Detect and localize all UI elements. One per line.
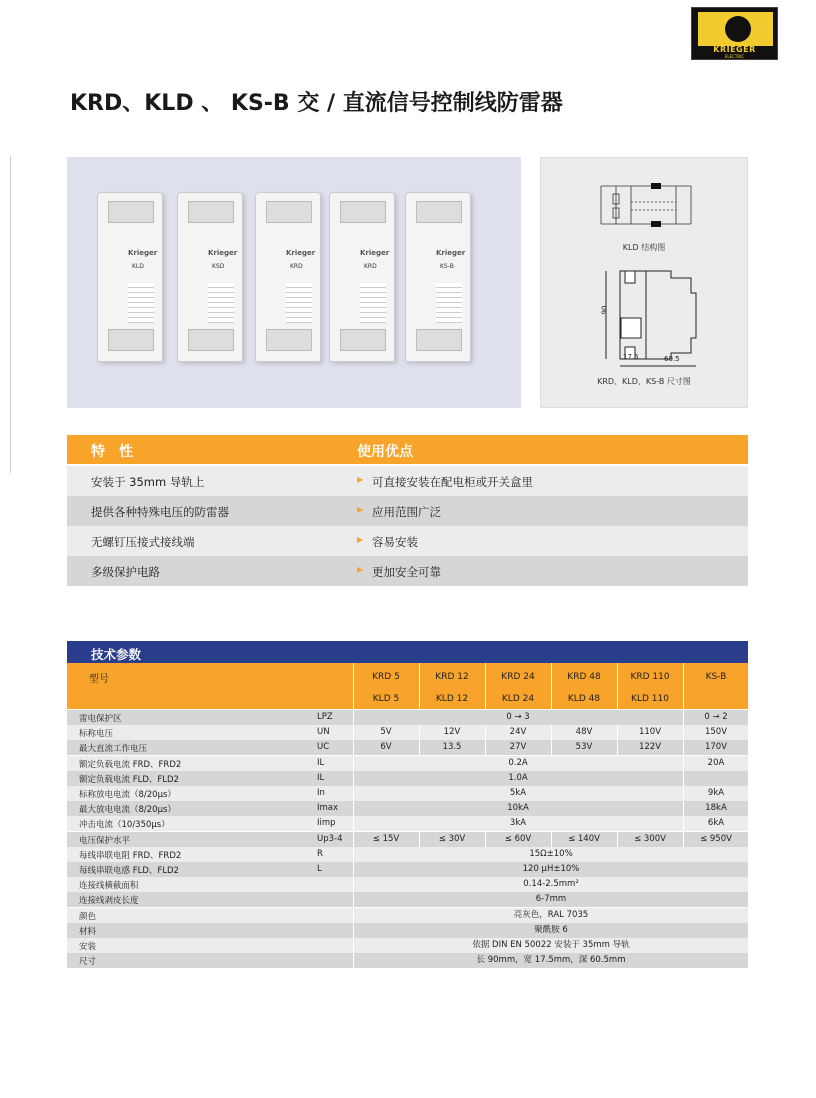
spec-row <box>67 832 748 847</box>
spec-name: 电压保护水平 <box>79 835 131 846</box>
spec-value: 依据 DIN EN 50022 安装于 35mm 导轨 <box>472 940 630 950</box>
spec-value: 5kA <box>509 788 527 798</box>
model-name: KLD 24 <box>501 694 535 704</box>
bullet-arrow-icon: ▶ <box>357 475 364 484</box>
model-name: KLD 48 <box>567 694 601 704</box>
logo-mark <box>698 12 773 46</box>
spec-value: 9kA <box>707 788 725 798</box>
device-brand: Krieger <box>286 249 316 257</box>
model-name: KRD 12 <box>435 672 469 682</box>
terminal-screws <box>188 329 234 351</box>
spec-row <box>67 725 748 740</box>
spec-symbol: R <box>317 848 323 859</box>
spec-name: 连接线剥皮长度 <box>79 896 139 907</box>
spec-row <box>67 892 748 907</box>
margin-line <box>10 155 11 473</box>
feature-row <box>67 556 748 586</box>
model-name: KLD 5 <box>372 694 400 704</box>
spec-row <box>67 816 748 831</box>
spec-value: 3kA <box>509 818 527 829</box>
features-header-left: 特 性 <box>91 444 133 460</box>
spec-value: 聚酰胺 6 <box>534 924 568 935</box>
terminal-screws <box>266 201 312 223</box>
spec-row <box>67 877 748 892</box>
feature-text: 多级保护电路 <box>91 565 160 579</box>
spec-symbol: UN <box>317 727 330 738</box>
spec-value: 110V <box>638 727 662 738</box>
spec-name: 每线串联电阻 FRD、FRD2 <box>79 850 182 861</box>
spec-row <box>67 801 748 816</box>
dim-depth-label: 60.5 <box>664 355 680 363</box>
spec-value: 0 → 2 <box>704 712 728 722</box>
spec-name: 连接线横截面积 <box>79 881 139 892</box>
spec-row <box>67 862 748 877</box>
dim-width-label: 17.5 <box>623 353 639 361</box>
device-brand: Krieger <box>208 249 238 257</box>
spec-value: 20A <box>707 757 725 768</box>
dim-height-label: 90 <box>600 305 609 315</box>
model-name: KRD 24 <box>501 672 535 682</box>
bullet-arrow-icon: ▶ <box>357 535 364 544</box>
spec-row <box>67 953 748 968</box>
device-model: KRD <box>364 263 377 270</box>
spec-name: 雷电保护区 <box>79 714 122 724</box>
spec-value: 6V <box>380 742 392 753</box>
spec-value: 150V <box>704 727 728 738</box>
logo-text: KRIEGER <box>713 45 756 54</box>
device-spec-label <box>286 283 312 323</box>
page-title: KRD、KLD 、 KS-B 交 / 直流信号控制线防雷器 <box>70 91 563 116</box>
spec-row <box>67 771 748 786</box>
column-divider <box>683 663 684 709</box>
spec-name: 尺寸 <box>79 957 97 968</box>
terminal-screws <box>340 329 386 351</box>
spec-value: 10kA <box>507 803 529 814</box>
terminal-screws <box>188 201 234 223</box>
spec-symbol: Up3-4 <box>317 833 343 844</box>
terminal-screws <box>266 329 312 351</box>
terminal-screws <box>340 201 386 223</box>
spec-value: 120 μH±10% <box>522 864 580 874</box>
benefit-text: 容易安装 <box>372 535 418 549</box>
spec-value: 6-7mm <box>535 894 567 905</box>
spec-row <box>67 938 748 953</box>
spec-value: 170V <box>704 742 728 753</box>
spec-value: 48V <box>575 727 593 738</box>
device-spec-label <box>360 283 386 323</box>
column-divider <box>485 663 486 709</box>
column-divider <box>551 663 552 709</box>
device-model: KRD <box>290 263 303 270</box>
spec-value: 5V <box>380 727 392 738</box>
spec-value: 6kA <box>707 818 725 829</box>
device-spec-label <box>208 283 234 323</box>
model-name: KLD 110 <box>631 694 669 704</box>
spec-row <box>67 908 748 923</box>
surge-protector-module <box>177 192 243 362</box>
benefit-text: 可直接安装在配电柜或开关盒里 <box>372 475 533 489</box>
spec-value: 15Ω±10% <box>529 848 573 859</box>
spec-name: 额定负载电流 FRD、FRD2 <box>79 759 182 770</box>
spec-value: 12V <box>443 727 461 738</box>
spec-value: 1.0A <box>508 772 528 783</box>
spec-value: 0.2A <box>508 757 528 768</box>
spec-value: 24V <box>509 727 527 738</box>
tech-params-title: 技术参数 <box>91 647 142 662</box>
spec-symbol: UC <box>317 742 330 753</box>
spec-value: ≤ 300V <box>634 833 666 844</box>
terminal-screws <box>108 329 154 351</box>
device-model: KS-B <box>440 263 454 270</box>
spec-value: 13.5 <box>442 742 462 753</box>
device-model: KLD <box>132 263 144 270</box>
surge-protector-module <box>97 192 163 362</box>
spec-name: 标称电压 <box>79 729 114 740</box>
bullet-arrow-icon: ▶ <box>357 505 364 514</box>
spec-name: 冲击电流（10/350μs） <box>79 820 170 831</box>
device-brand: Krieger <box>360 249 390 257</box>
terminal-screws <box>416 329 462 351</box>
spec-value: 0.14-2.5mm² <box>523 879 579 890</box>
spec-value: 18kA <box>705 803 727 814</box>
spec-symbol: L <box>317 864 322 874</box>
feature-row <box>67 526 748 556</box>
spec-value: 122V <box>638 742 662 753</box>
model-name: KS-B <box>705 672 727 682</box>
model-name: KRD 110 <box>630 672 670 682</box>
column-divider <box>353 663 354 709</box>
feature-row <box>67 496 748 526</box>
spec-value: 亮灰色，RAL 7035 <box>513 909 589 920</box>
spec-symbol: Iimp <box>317 818 336 829</box>
device-model: KSD <box>212 263 225 270</box>
device-brand: Krieger <box>128 249 158 257</box>
terminal-screws <box>416 201 462 223</box>
schematic-caption: KLD 结构图 <box>622 243 666 252</box>
spec-name: 最大直流工作电压 <box>79 744 148 755</box>
spec-name: 材料 <box>79 926 97 937</box>
model-label: 型号 <box>89 674 109 685</box>
device-spec-label <box>128 283 154 323</box>
spec-value: 53V <box>575 742 593 753</box>
surge-protector-module <box>329 192 395 362</box>
diagram-panel <box>540 157 748 408</box>
spec-row <box>67 786 748 801</box>
device-spec-label <box>436 283 462 323</box>
spec-name: 安装 <box>79 942 97 952</box>
spec-value: 27V <box>509 742 527 753</box>
feature-text: 安装于 35mm 导轨上 <box>91 475 205 489</box>
benefit-text: 应用范围广泛 <box>372 505 441 519</box>
product-photo <box>67 157 521 408</box>
feature-row <box>67 466 748 496</box>
spec-row <box>67 923 748 938</box>
terminal-screws <box>108 201 154 223</box>
feature-text: 无螺钉压接式接线端 <box>91 535 195 549</box>
spec-symbol: In <box>317 788 325 798</box>
tech-params-bar <box>67 641 748 663</box>
features-header-right: 使用优点 <box>357 444 413 460</box>
spec-symbol: IL <box>317 772 325 783</box>
model-name: KRD 48 <box>567 672 601 682</box>
spec-row <box>67 740 748 755</box>
logo-subtext: ELECTRIC <box>724 54 745 59</box>
spec-value: 长 90mm，宽 17.5mm，深 60.5mm <box>476 955 626 966</box>
spec-value: 0 → 3 <box>506 712 530 722</box>
spec-value: ≤ 950V <box>700 833 732 844</box>
schematic-diagram <box>541 158 749 409</box>
spec-value: ≤ 60V <box>504 833 532 844</box>
spec-row <box>67 847 748 862</box>
spec-symbol: Imax <box>317 803 339 814</box>
krieger-logo <box>691 7 778 60</box>
spec-name: 标称放电电流（8/20μs） <box>79 790 176 800</box>
benefit-text: 更加安全可靠 <box>372 565 441 579</box>
spec-name: 额定负载电流 FLD、FLD2 <box>79 774 179 785</box>
spec-row <box>67 756 748 771</box>
logo-k-icon <box>725 16 751 42</box>
column-divider <box>617 663 618 709</box>
model-header <box>67 663 748 709</box>
surge-protector-module <box>405 192 471 362</box>
spec-value: ≤ 30V <box>438 833 466 844</box>
model-name: KLD 12 <box>435 694 469 704</box>
spec-name: 每线串联电感 FLD、FLD2 <box>79 866 179 876</box>
column-divider <box>419 663 420 709</box>
spec-symbol: LPZ <box>317 712 333 722</box>
spec-value: ≤ 15V <box>372 833 400 844</box>
spec-symbol: IL <box>317 757 325 768</box>
model-name: KRD 5 <box>372 672 400 682</box>
spec-name: 最大放电电流（8/20μs） <box>79 805 176 816</box>
features-header <box>67 435 748 464</box>
device-brand: Krieger <box>436 249 466 257</box>
dimension-caption: KRD、KLD、KS-B 尺寸图 <box>597 377 691 386</box>
spec-value: ≤ 140V <box>568 833 600 844</box>
spec-value <box>683 771 749 786</box>
bullet-arrow-icon: ▶ <box>357 565 364 574</box>
spec-name: 颜色 <box>79 911 97 922</box>
surge-protector-module <box>255 192 321 362</box>
feature-text: 提供各种特殊电压的防雷器 <box>91 505 229 519</box>
spec-row <box>67 710 748 725</box>
